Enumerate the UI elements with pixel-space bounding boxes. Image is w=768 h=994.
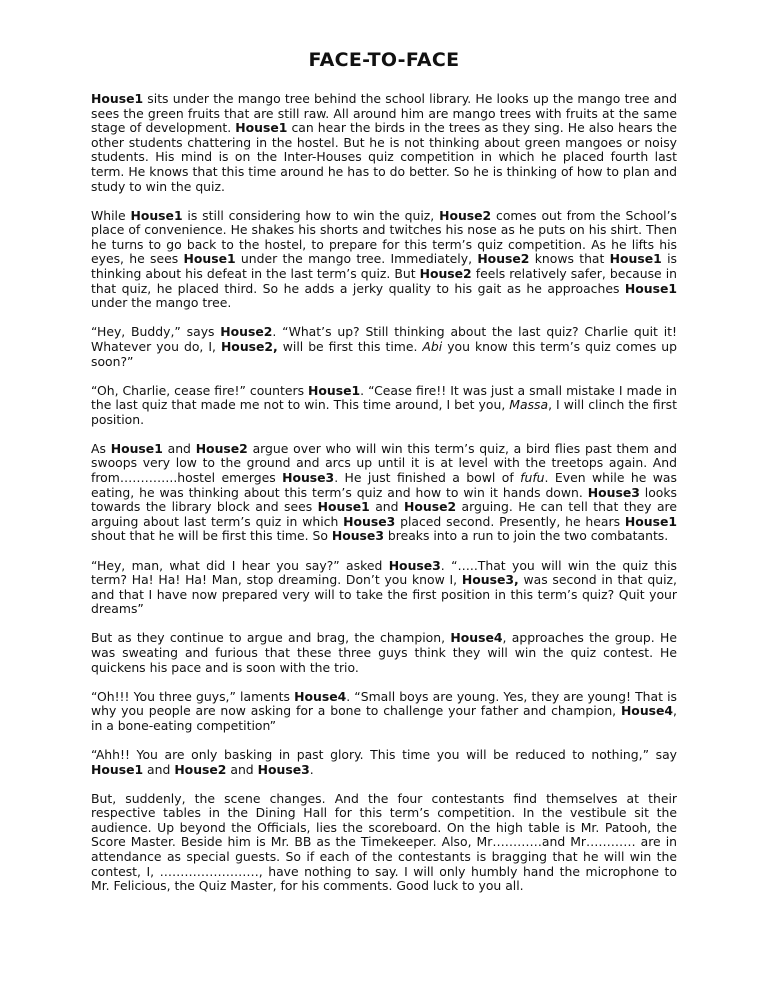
paragraph bbox=[91, 792, 677, 894]
text-run: and bbox=[162, 440, 196, 456]
house-name: House1 bbox=[317, 499, 370, 515]
emphasis-word: Massa bbox=[509, 397, 549, 413]
text-run: you know this term’s quiz comes up soon?” bbox=[91, 338, 677, 369]
text-run: . He just finished a bowl of bbox=[334, 470, 521, 486]
text-run: , approaches the group. He was sweating and furious that these three guys think they will win the quiz contest. He quickens his pace and is soon with the trio. bbox=[91, 630, 677, 675]
text-run: But, suddenly, the scene changes. And the four contestants find themselves at their respective tables in the Dining Hall for this term’s competition. In the vestibule sit the audience. Up beyond the Officials, lies the scoreboard. On the high table is Mr. Patooh, the Score Master. Beside him is Mr. BB as the Timekeeper. Also, Mr…………and Mr………… are in attendance as special guests. So if each of the contestants is bragging that he will win the contest, I, ……………………, have nothing to say. I will only humbly hand the microphone to Mr. Felicious, the Quiz Master, for his comments. Good luck to you all. bbox=[91, 790, 677, 894]
house-name: House1 bbox=[110, 440, 163, 456]
text-run: will be first this time. bbox=[277, 338, 423, 354]
text-run: and bbox=[143, 761, 175, 777]
text-run: under the mango tree. bbox=[91, 295, 232, 311]
text-run: feels relatively safer, because in that quiz, he placed third. So he adds a jerky quality to his gait as he approaches bbox=[91, 266, 677, 296]
text-run: , I will clinch the first position. bbox=[91, 397, 677, 427]
paragraph bbox=[91, 442, 677, 544]
paragraph bbox=[91, 325, 677, 369]
text-run: placed second. Presently, he hears bbox=[395, 513, 625, 529]
text-run: . Even while he was eating, he was thinking about this term’s quiz and how to win it hands down. bbox=[91, 470, 677, 500]
house-name: House1 bbox=[609, 251, 662, 267]
house-name: House2 bbox=[419, 266, 472, 282]
text-run: While bbox=[91, 207, 131, 223]
house-name: House3, bbox=[461, 572, 519, 588]
text-run: . bbox=[309, 761, 314, 777]
text-run: . “Cease fire!! It was just a small mistake I made in the last quiz that made me not to win. This time around, I bet you, bbox=[91, 382, 677, 413]
emphasis-word: fufu bbox=[520, 470, 545, 486]
house-name: House3 bbox=[388, 557, 441, 573]
paragraph bbox=[91, 92, 677, 194]
house-name: House1 bbox=[235, 120, 288, 136]
house-name: House3 bbox=[343, 513, 396, 529]
paragraph bbox=[91, 690, 677, 734]
text-run: As bbox=[91, 440, 111, 456]
paragraph bbox=[91, 559, 677, 617]
text-run: is thinking about his defeat in the last term’s quiz. But bbox=[91, 251, 677, 282]
house-name: House2 bbox=[220, 324, 273, 340]
paragraph bbox=[91, 748, 677, 777]
paragraph bbox=[91, 631, 677, 675]
house-name: House1 bbox=[91, 91, 144, 106]
text-run: . “What’s up? Still thinking about the last quiz? Charlie quit it! Whatever you do, I, bbox=[91, 324, 677, 354]
house-name: House4 bbox=[450, 630, 503, 646]
text-run: arguing. He can tell that they are arguing about last term’s quiz in which bbox=[91, 499, 677, 529]
house-name: House3 bbox=[282, 470, 335, 486]
text-run: But as they continue to argue and brag, the champion, bbox=[91, 630, 451, 646]
text-run: sits under the mango tree behind the school library. He looks up the mango tree and sees the green fruits that are still raw. All around him are mango trees with fruits at the same stage of development. bbox=[91, 91, 677, 136]
house-name: House1 bbox=[183, 251, 236, 267]
text-run: and bbox=[369, 499, 404, 515]
text-run: breaks into a run to join the two combatants. bbox=[383, 528, 669, 544]
house-name: House3 bbox=[257, 761, 310, 777]
paragraph bbox=[91, 209, 677, 311]
text-run: and bbox=[226, 761, 258, 777]
paragraph bbox=[91, 384, 677, 428]
text-run: “Ahh!! You are only basking in past glory. This time you will be reduced to nothing,” say bbox=[91, 746, 677, 762]
house-name: House1 bbox=[624, 280, 677, 296]
document-title: FACE-TO-FACE bbox=[308, 49, 460, 71]
text-run: shout that he will be first this time. So bbox=[91, 528, 332, 544]
text-run: , in a bone-eating competition” bbox=[91, 703, 677, 733]
text-run: under the mango tree. Immediately, bbox=[235, 251, 478, 267]
text-run: “Hey, Buddy,” says bbox=[91, 324, 221, 340]
text-run: “Oh!!! You three guys,” laments bbox=[91, 688, 295, 704]
house-name: House3 bbox=[587, 484, 640, 500]
house-name: House1 bbox=[308, 382, 361, 398]
text-run: argue over who will win this term’s quiz, a bird flies past them and swoops very low to the ground and arcs up until it is at level with the treetops again. And from…………..hostel emerges bbox=[91, 440, 677, 486]
house-name: House1 bbox=[130, 207, 183, 223]
text-run: looks towards the library block and sees bbox=[91, 484, 677, 515]
text-run: is still considering how to win the quiz, bbox=[182, 207, 440, 223]
house-name: House3 bbox=[331, 528, 384, 544]
text-run: . “Small boys are young. Yes, they are young! That is why you people are now asking for a bone to challenge your father and champion, bbox=[91, 688, 677, 719]
house-name: House2 bbox=[195, 440, 248, 456]
house-name: House2, bbox=[220, 338, 278, 354]
house-name: House1 bbox=[91, 761, 144, 777]
house-name: House2 bbox=[174, 761, 227, 777]
text-run: was second in that quiz, and that I have now prepared very will to take the first position in this term’s quiz? Quit your dreams” bbox=[91, 572, 677, 617]
text-run: “Oh, Charlie, cease fire!” counters bbox=[91, 382, 309, 398]
house-name: House2 bbox=[403, 499, 457, 515]
text-run: comes out from the School’s place of convenience. He shakes his shorts and twitches his nose as he puts on his shirt. Then he turns to go back to the hostel, to prepare for this term’s quiz competition. As he lifts his eyes, he sees bbox=[91, 207, 677, 267]
house-name: House4 bbox=[294, 688, 347, 704]
text-run: . “…..That you will win the quiz this term? Ha! Ha! Ha! Man, stop dreaming. Don’t you know I, bbox=[91, 557, 677, 588]
house-name: House2 bbox=[439, 207, 492, 223]
house-name: House4 bbox=[620, 703, 674, 719]
house-name: House1 bbox=[624, 513, 677, 529]
emphasis-word: Abi bbox=[422, 338, 443, 354]
document-body bbox=[91, 92, 677, 894]
text-run: “Hey, man, what did I hear you say?” asked bbox=[91, 557, 389, 573]
house-name: House2 bbox=[477, 251, 530, 267]
text-run: can hear the birds in the trees as they sing. He also hears the other students chattering in the hostel. But he is not thinking about green mangoes or noisy students. His mind is on the Inter-Houses quiz competition in which he placed fourth last term. He knows that this time around he has to do better. So he is thinking of how to plan and study to win the quiz. bbox=[91, 120, 677, 194]
text-run: knows that bbox=[529, 251, 610, 267]
